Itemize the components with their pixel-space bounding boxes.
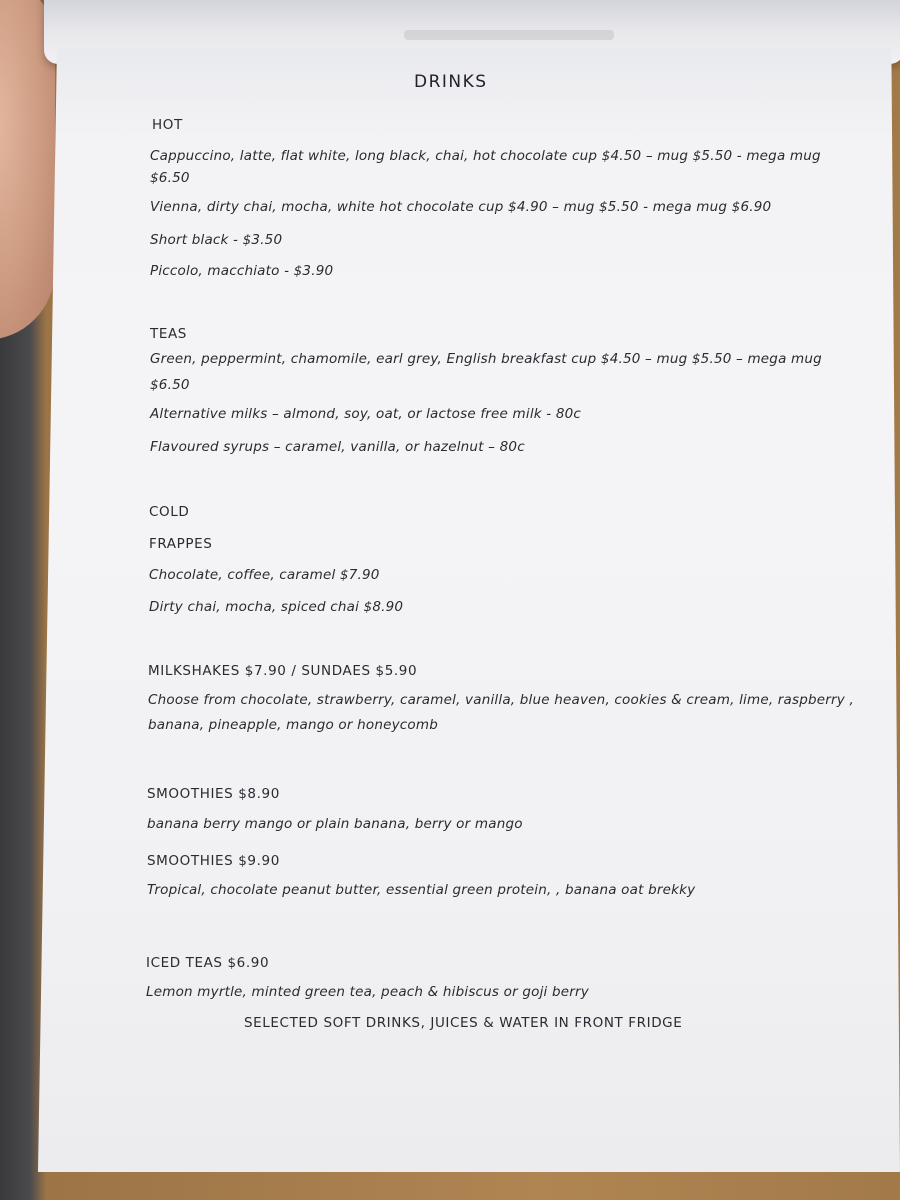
menu-line: Piccolo, macchiato - $3.90 — [150, 263, 334, 279]
show-through-text — [404, 30, 614, 40]
section-heading-frappes: FRAPPES — [149, 536, 213, 552]
section-heading-iced-teas: ICED TEAS $6.90 — [146, 955, 270, 971]
footer-note: SELECTED SOFT DRINKS, JUICES & WATER IN FRONT FRIDGE — [244, 1015, 683, 1031]
menu-line: $6.50 — [150, 377, 190, 393]
section-heading-hot: HOT — [152, 117, 183, 133]
section-heading-milkshakes: MILKSHAKES $7.90 / SUNDAES $5.90 — [148, 663, 418, 679]
menu-line: Flavoured syrups – caramel, vanilla, or hazelnut – 80c — [150, 439, 525, 455]
menu-line: Alternative milks – almond, soy, oat, or lactose free milk - 80c — [150, 406, 582, 422]
section-heading-teas: TEAS — [150, 326, 187, 342]
menu-line: banana berry mango or plain banana, berry or mango — [147, 816, 523, 832]
menu-line: Tropical, chocolate peanut butter, essential green protein, , banana oat brekky — [147, 882, 696, 898]
menu-line: Vienna, dirty chai, mocha, white hot chocolate cup $4.90 – mug $5.50 - mega mug $6.90 — [150, 199, 772, 215]
menu-line: banana, pineapple, mango or honeycomb — [148, 717, 438, 733]
menu-line: $6.50 — [150, 170, 190, 186]
menu-line: Green, peppermint, chamomile, earl grey, English breakfast cup $4.50 – mug $5.50 – mega mug — [150, 351, 822, 367]
page-title: DRINKS — [414, 72, 488, 92]
section-heading-cold: COLD — [149, 504, 190, 520]
menu-line: Choose from chocolate, strawberry, caramel, vanilla, blue heaven, cookies & cream, lime, raspberry , — [148, 692, 854, 708]
menu-line: Dirty chai, mocha, spiced chai $8.90 — [149, 599, 404, 615]
menu-line: Chocolate, coffee, caramel $7.90 — [149, 567, 380, 583]
menu-line: Lemon myrtle, minted green tea, peach & hibiscus or goji berry — [146, 984, 589, 1000]
menu-line: Cappuccino, latte, flat white, long black, chai, hot chocolate cup $4.50 – mug $5.50 - mega mug — [150, 148, 821, 164]
section-heading-smoothies-1: SMOOTHIES $8.90 — [147, 786, 280, 802]
menu-line: Short black - $3.50 — [150, 232, 283, 248]
section-heading-smoothies-2: SMOOTHIES $9.90 — [147, 853, 280, 869]
